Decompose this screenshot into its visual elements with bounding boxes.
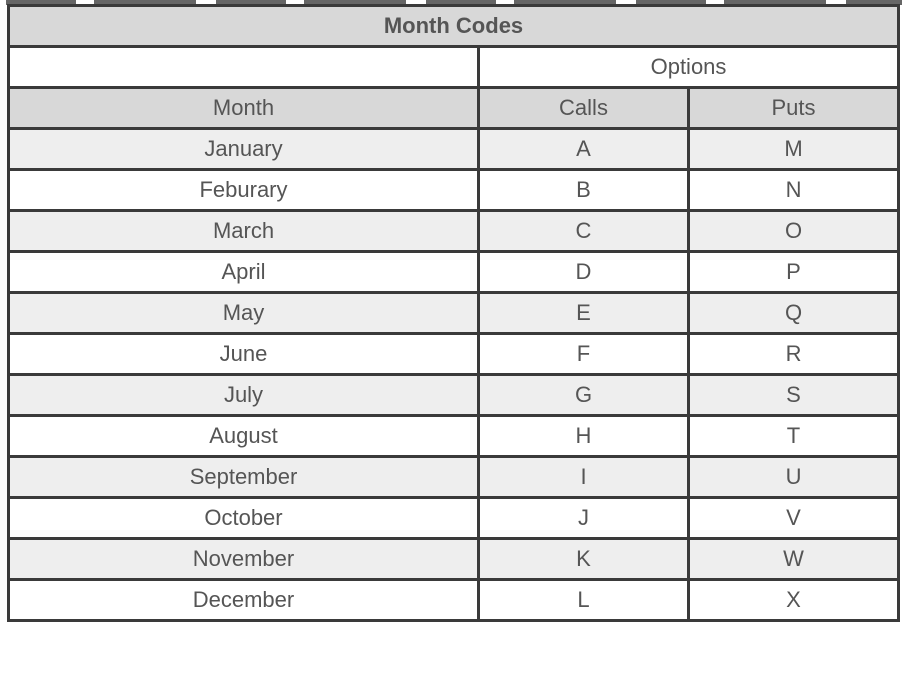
month-cell: August (9, 416, 479, 457)
table-title: Month Codes (9, 6, 899, 47)
month-cell: June (9, 334, 479, 375)
month-cell: April (9, 252, 479, 293)
month-cell: May (9, 293, 479, 334)
calls-code-cell: B (479, 170, 689, 211)
calls-code-cell: G (479, 375, 689, 416)
group-header-row (9, 47, 899, 88)
calls-code-cell: H (479, 416, 689, 457)
month-cell: March (9, 211, 479, 252)
calls-column-header: Calls (479, 88, 689, 129)
table-row (9, 375, 899, 416)
table-row (9, 252, 899, 293)
table-row (9, 170, 899, 211)
puts-code-cell: T (689, 416, 899, 457)
empty-header-cell (9, 47, 479, 88)
calls-code-cell: J (479, 498, 689, 539)
calls-code-cell: L (479, 580, 689, 621)
table-row (9, 539, 899, 580)
puts-code-cell: P (689, 252, 899, 293)
puts-code-cell: O (689, 211, 899, 252)
column-header-row (9, 88, 899, 129)
puts-code-cell: V (689, 498, 899, 539)
month-cell: Feburary (9, 170, 479, 211)
calls-code-cell: C (479, 211, 689, 252)
puts-code-cell: Q (689, 293, 899, 334)
calls-code-cell: E (479, 293, 689, 334)
puts-code-cell: R (689, 334, 899, 375)
table-row (9, 334, 899, 375)
puts-code-cell: M (689, 129, 899, 170)
puts-code-cell: S (689, 375, 899, 416)
calls-code-cell: F (479, 334, 689, 375)
calls-code-cell: I (479, 457, 689, 498)
table-row (9, 416, 899, 457)
calls-code-cell: D (479, 252, 689, 293)
puts-code-cell: U (689, 457, 899, 498)
month-cell: July (9, 375, 479, 416)
month-column-header: Month (9, 88, 479, 129)
month-cell: September (9, 457, 479, 498)
table-row (9, 580, 899, 621)
table-row (9, 211, 899, 252)
month-cell: November (9, 539, 479, 580)
puts-column-header: Puts (689, 88, 899, 129)
puts-code-cell: N (689, 170, 899, 211)
table-row (9, 293, 899, 334)
puts-code-cell: W (689, 539, 899, 580)
month-cell: January (9, 129, 479, 170)
table-row (9, 457, 899, 498)
calls-code-cell: A (479, 129, 689, 170)
puts-code-cell: X (689, 580, 899, 621)
month-cell: December (9, 580, 479, 621)
table-row (9, 498, 899, 539)
calls-code-cell: K (479, 539, 689, 580)
month-cell: October (9, 498, 479, 539)
options-group-header: Options (479, 47, 899, 88)
title-row (9, 6, 899, 47)
table-row (9, 129, 899, 170)
month-codes-table (7, 4, 900, 622)
